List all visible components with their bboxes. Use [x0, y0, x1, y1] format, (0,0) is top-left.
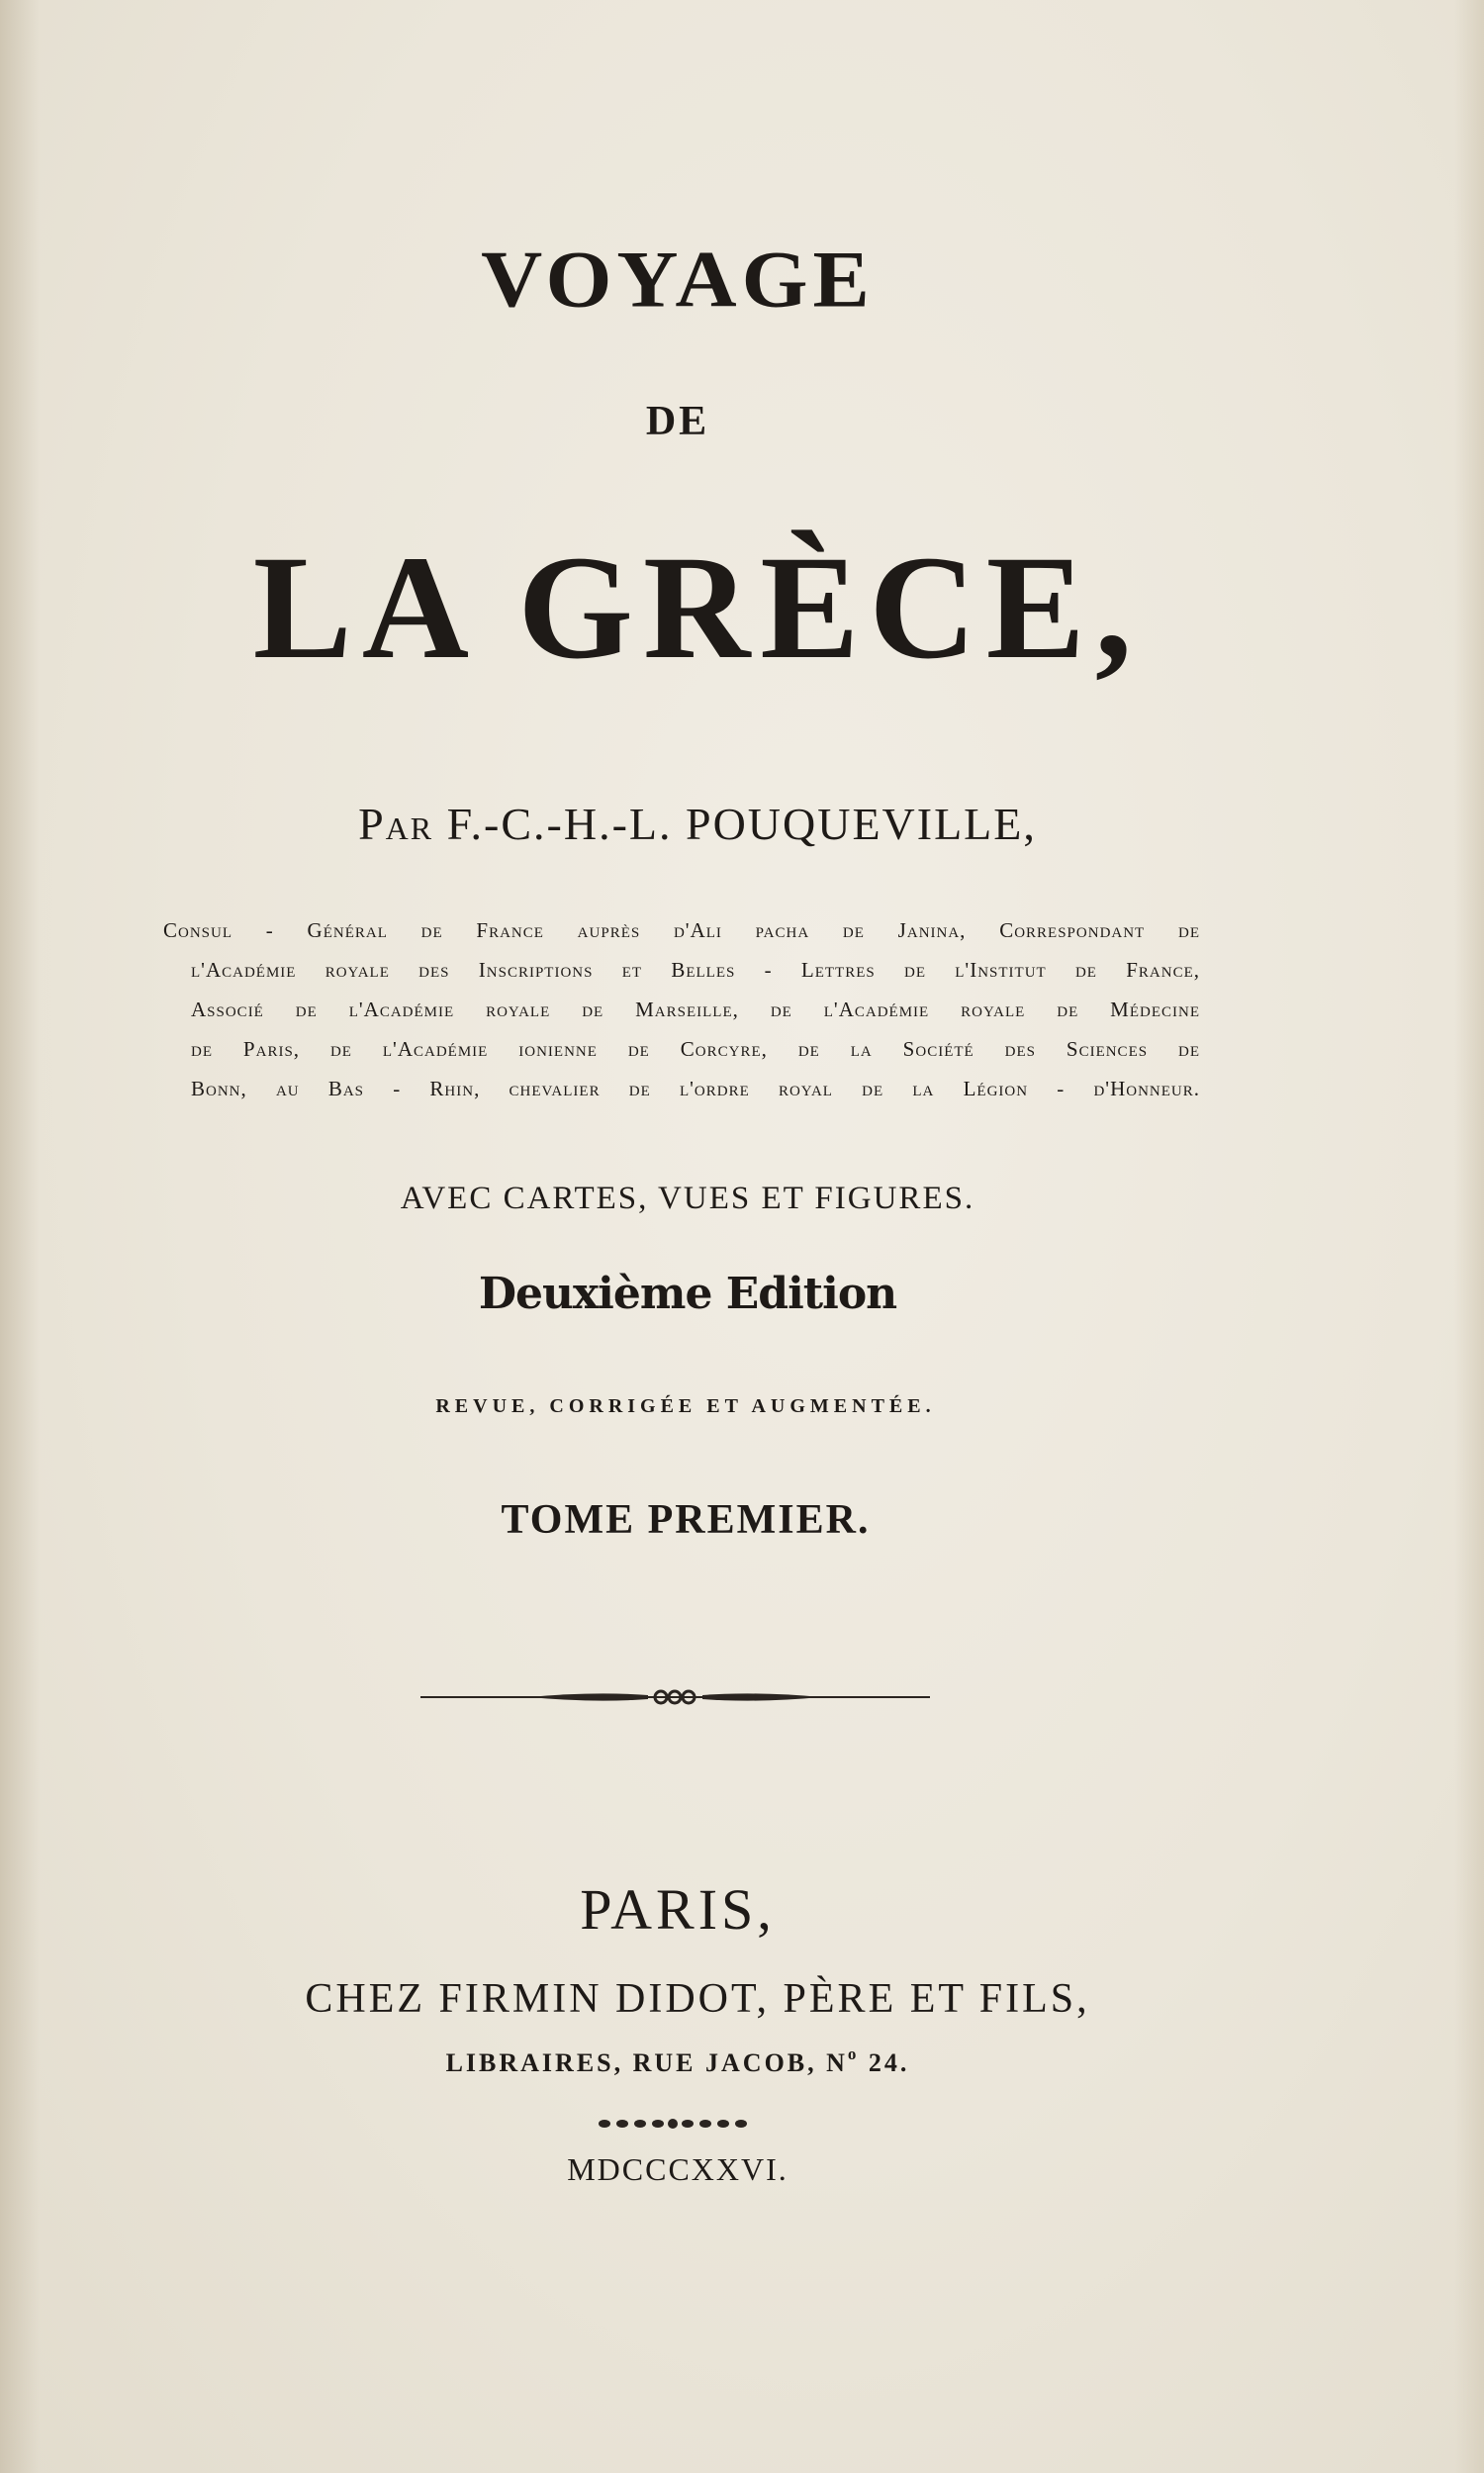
small-ornament-icon [597, 2116, 749, 2132]
title-voyage: VOYAGE [481, 234, 875, 325]
imprint-publisher: CHEZ FIRMIN DIDOT, PÈRE ET FILS, [305, 1976, 1090, 2022]
address-prefix: LIBRAIRES, RUE JACOB, N [445, 2048, 848, 2077]
author-credentials [161, 910, 1200, 1108]
title-la-grece: LA GRÈCE, [252, 525, 1143, 690]
credentials-line-5: Bonn, au Bas - Rhin, chevalier de l'ordre royal de la Légion - d'Honneur. [191, 1077, 1200, 1100]
revised-line: REVUE, CORRIGÉE ET AUGMENTÉE. [435, 1395, 936, 1417]
with-maps-line: AVEC CARTES, VUES ET FIGURES. [400, 1181, 975, 1216]
imprint-date: MDCCCXXVI. [567, 2151, 788, 2187]
credentials-line-4: de Paris, de l'Académie ionienne de Corcyre, de la Société des Sciences de [191, 1037, 1200, 1061]
edition-line: Deuxième Edition [478, 1269, 897, 1319]
credentials-line-2: l'Académie royale des Inscriptions et Belles - Lettres de l'Institut de France, [191, 958, 1200, 982]
author-line: Par F.-C.-H.-L. POUQUEVILLE, [358, 799, 1037, 849]
ornamental-rule-icon [420, 1682, 930, 1712]
imprint-city: PARIS, [580, 1877, 776, 1942]
address-superscript: o [847, 2045, 860, 2063]
address-number: 24. [859, 2048, 910, 2077]
credentials-line-1: Consul - Général de France auprès d'Ali pacha de Janina, Correspondant de [163, 918, 1200, 942]
credentials-line-3: Associé de l'Académie royale de Marseille, de l'Académie royale de Médecine [191, 998, 1200, 1021]
title-de: DE [645, 399, 710, 444]
volume-line: TOME PREMIER. [501, 1497, 871, 1543]
imprint-address [0, 2045, 1355, 2078]
